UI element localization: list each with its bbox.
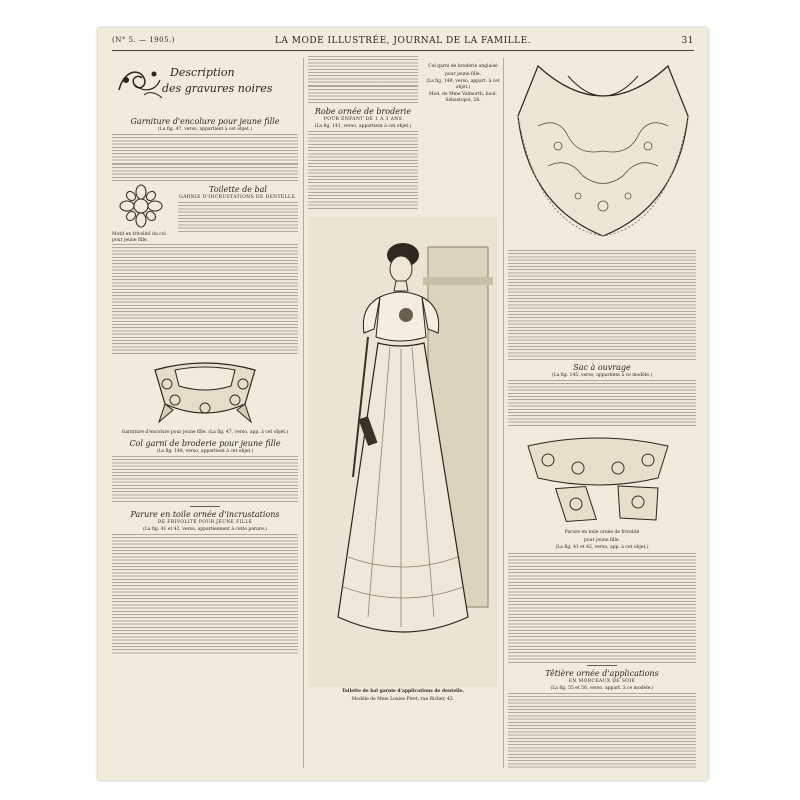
collar-caption: Col garni de broderie anglaise (428, 64, 498, 69)
running-header (112, 36, 694, 50)
motif-block (112, 182, 298, 244)
parure-caption: Parure en toile ornée de frivolité (564, 530, 640, 535)
figure-reference: (La fig. 141, verso, appartient à cet objet.) (314, 124, 412, 129)
ball-gown-engraving-icon (308, 217, 498, 687)
collar-caption: (La fig. 149, verso, appart. à cet objet.) (426, 79, 500, 90)
embroidered-collar-engraving-icon (508, 56, 698, 246)
issue-number: (N° 5. — 1905.) (112, 36, 175, 44)
body-text (508, 250, 696, 330)
section-subheading: EN MORCEAUX DE SOIE (568, 678, 636, 684)
section-heading: Sac à ouvrage (573, 363, 631, 372)
page-number: 31 (681, 36, 694, 46)
section-heading: Robe ornée de broderie (314, 107, 412, 116)
body-text (508, 553, 696, 633)
body-text (308, 131, 418, 179)
figure-caption: Toilette de bal garnie d'applications de dentelle. (341, 689, 465, 694)
body-text (308, 86, 418, 104)
collar-engraving-icon (145, 356, 265, 428)
figure-reference: (La fig. 148, verso, appartient à cet objet.) (156, 448, 254, 454)
section-subheading: GARNIE D'INCRUSTATIONS DE DENTELLE. (179, 195, 297, 200)
section-subheading: POUR ENFANT DE 1 A 3 ANS (323, 117, 403, 122)
section-heading: Garniture d'encolure pour jeune fille (130, 117, 280, 126)
section-heading: Col garni de broderie pour jeune fille (129, 438, 281, 448)
separator (587, 665, 617, 666)
section-title-block (112, 56, 298, 114)
parure-engraving-icon (508, 428, 696, 528)
left-column (112, 56, 298, 770)
body-text (508, 330, 696, 360)
right-column (508, 250, 696, 770)
body-text (508, 693, 696, 771)
body-text (112, 164, 298, 182)
collar-caption: Mod. de Mme Valmorth, boul. Sébastopol, 28. (428, 92, 497, 103)
separator (190, 506, 220, 507)
figure-reference: (La fig. 145, verso, appartient à ce modèle.) (551, 373, 653, 378)
parure-caption: (La fig. 41 et 42, verso, app. à cet objet.) (555, 545, 649, 550)
column-divider (303, 58, 304, 768)
body-text (178, 202, 298, 232)
figure-caption-credit: Modèle de Mme Louise Piret, rue Richer, 42. (351, 696, 455, 702)
frivolite-motif-icon (112, 182, 170, 230)
body-text (112, 324, 298, 354)
collar-caption: pour jeune fille. (445, 71, 481, 77)
figure-reference: (La fig. 55 et 56, verso, appart. à ce modèle.) (550, 685, 654, 691)
body-text (308, 56, 418, 86)
section-heading: Toilette de bal (209, 185, 267, 194)
title-line-2: des gravures noires (162, 82, 273, 95)
embroidered-collar-block (423, 56, 698, 246)
section-subheading: DE FRIVOLITÉ POUR JEUNE FILLE (157, 519, 253, 525)
fleuron-ornament-icon (114, 60, 164, 100)
figure-reference: (La fig. 41 et 42, verso, appartiennent à cette parure.) (143, 526, 267, 532)
body-text (112, 244, 298, 324)
body-text (112, 456, 298, 504)
section-heading: Parure en toile ornée d'incrustations (130, 509, 280, 519)
body-text (308, 179, 418, 209)
magazine-page (98, 28, 708, 780)
header-rule (112, 50, 694, 51)
figure-reference: (La fig. 47, verso, appartient à cet objet.) (158, 127, 252, 132)
motif-caption: Motif en frivolité du col pour jeune fille. (112, 232, 166, 243)
collar-caption: Garniture d'encolure pour jeune fille. (La fig. 47, verso, app. à cet objet.) (121, 430, 289, 435)
parure-caption: pour jeune fille. (584, 537, 620, 543)
body-text (112, 134, 298, 164)
body-text (112, 534, 298, 654)
journal-title: LA MODE ILLUSTRÉE, JOURNAL DE LA FAMILLE. (274, 36, 532, 46)
title-line-1: Description (170, 66, 235, 79)
section-heading: Têtière ornée d'applications (545, 668, 659, 678)
body-text (508, 633, 696, 663)
body-text (508, 380, 696, 428)
